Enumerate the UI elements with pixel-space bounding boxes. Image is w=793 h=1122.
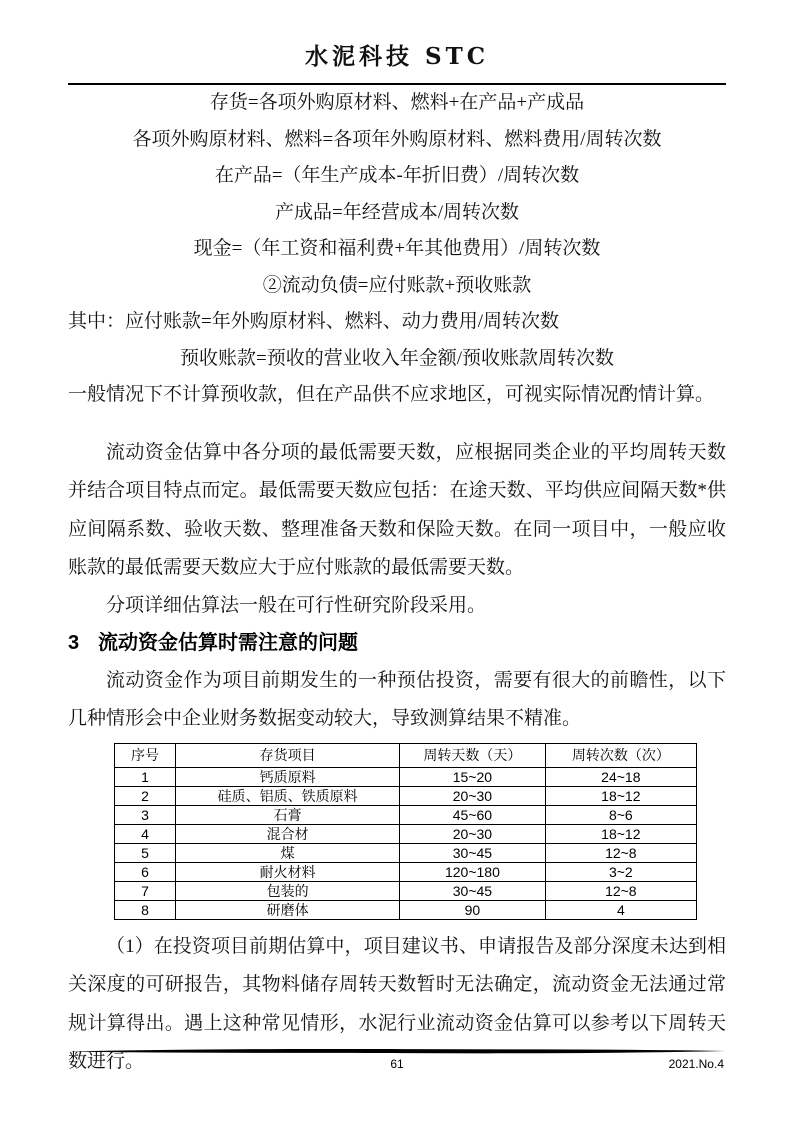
table-cell: 20~30 [400,824,546,843]
table-cell: 耐火材料 [176,862,400,881]
paragraph-case-1: （1）在投资项目前期估算中，项目建议书、申请报告及部分深度未达到相关深度的可研报告，其物料储存周转天数暂时无法确定，流动资金无法通过常规计算得出。遇上这种常见情形，水泥行业流动资金估算可以参考以下周转天数进行。 [68,935,726,1072]
formula-line-accounts-payable: 其中：应付账款=年外购原材料、燃料、动力费用/周转次数 [68,311,559,332]
paragraph-section-intro: 流动资金作为项目前期发生的一种预估投资，需要有很大的前瞻性，以下几种情形会中企业财务数据变动较大，导致测算结果不精准。 [68,669,726,729]
table-header-item: 存货项目 [176,743,400,767]
table-cell: 混合材 [176,824,400,843]
table-cell: 12~8 [545,843,696,862]
table-cell: 90 [400,900,546,919]
table-cell: 4 [115,824,176,843]
page-footer [68,1048,726,1072]
table-cell: 120~180 [400,862,546,881]
formula-line-inventory: 存货=各项外购原材料、燃料+在产品+产成品 [209,92,585,113]
section-number: 3 [68,631,80,654]
table-cell: 硅质、铝质、铁质原料 [176,786,400,805]
paragraph-min-required-days: 流动资金估算中各分项的最低需要天数，应根据同类企业的平均周转天数并结合项目特点而定。最低需要天数应包括：在途天数、平均供应间隔天数*供应间隔系数、验收天数、整理准备天数和保险天数。在同一项目中，一般应收账款的最低需要天数应大于应付账款的最低需要天数。 [68,441,726,578]
table-cell: 8 [115,900,176,919]
formula-line-raw-materials: 各项外购原材料、燃料=各项年外购原材料、燃料费用/周转次数 [132,128,662,150]
table-cell: 包装的 [176,881,400,900]
table-cell: 30~45 [400,881,546,900]
formula-block [68,85,726,414]
table-cell: 4 [545,900,696,919]
table-cell: 8~6 [545,805,696,824]
table-header-times: 周转次数（次） [545,743,696,767]
table-cell: 1 [115,767,176,786]
issue-number: 2021.No.4 [668,1057,724,1071]
formula-line-cash: 现金=（年工资和福利费+年其他费用）/周转次数 [193,238,601,259]
table-row [115,805,697,824]
page-header [68,42,726,85]
footer-rule [68,1048,726,1055]
section-title: 流动资金估算时需注意的问题 [98,631,358,654]
table-cell: 30~45 [400,843,546,862]
table-cell: 3~2 [545,862,696,881]
table-cell: 研磨体 [176,900,400,919]
table-row [115,767,697,786]
table-cell: 20~30 [400,786,546,805]
table-row [115,843,697,862]
footer-row [68,1056,726,1072]
formula-line-work-in-process: 在产品=（年生产成本-年折旧费）/周转次数 [214,165,580,186]
table-row [115,900,697,919]
table-header-days: 周转天数（天） [400,743,546,767]
table-cell: 18~12 [545,786,696,805]
table-header-index: 序号 [115,743,176,767]
table-row [115,786,697,805]
table-cell: 18~12 [545,824,696,843]
table-cell: 45~60 [400,805,546,824]
table-header-row [115,743,697,767]
table-cell: 钙质原料 [176,767,400,786]
formula-line-advance-receipts: 预收账款=预收的营业收入年金额/预收账款周转次数 [180,347,614,369]
table-cell: 2 [115,786,176,805]
inventory-turnover-table [114,743,697,920]
table-cell: 15~20 [400,767,546,786]
table-cell: 6 [115,862,176,881]
table-cell: 3 [115,805,176,824]
table-row [115,862,697,881]
formula-line-finished-goods: 产成品=年经营成本/周转次数 [275,201,519,223]
formula-note-advance-receipts: 一般情况下不计算预收款，但在产品供不应求地区，可视实际情况酌情计算。 [68,384,715,405]
table-row [115,881,697,900]
formula-line-current-liabilities: ②流动负债=应付账款+预收账款 [262,274,532,296]
section-heading [68,624,726,662]
table-row [115,824,697,843]
page-title: 水泥科技 STC [304,43,490,70]
table-cell: 7 [115,881,176,900]
table-cell: 煤 [176,843,400,862]
table-cell: 石膏 [176,805,400,824]
table-cell: 12~8 [545,881,696,900]
table-cell: 24~18 [545,767,696,786]
table-cell: 5 [115,843,176,862]
page-number: 61 [390,1057,404,1071]
paragraph-method-note: 分项详细估算法一般在可行性研究阶段采用。 [106,594,487,616]
